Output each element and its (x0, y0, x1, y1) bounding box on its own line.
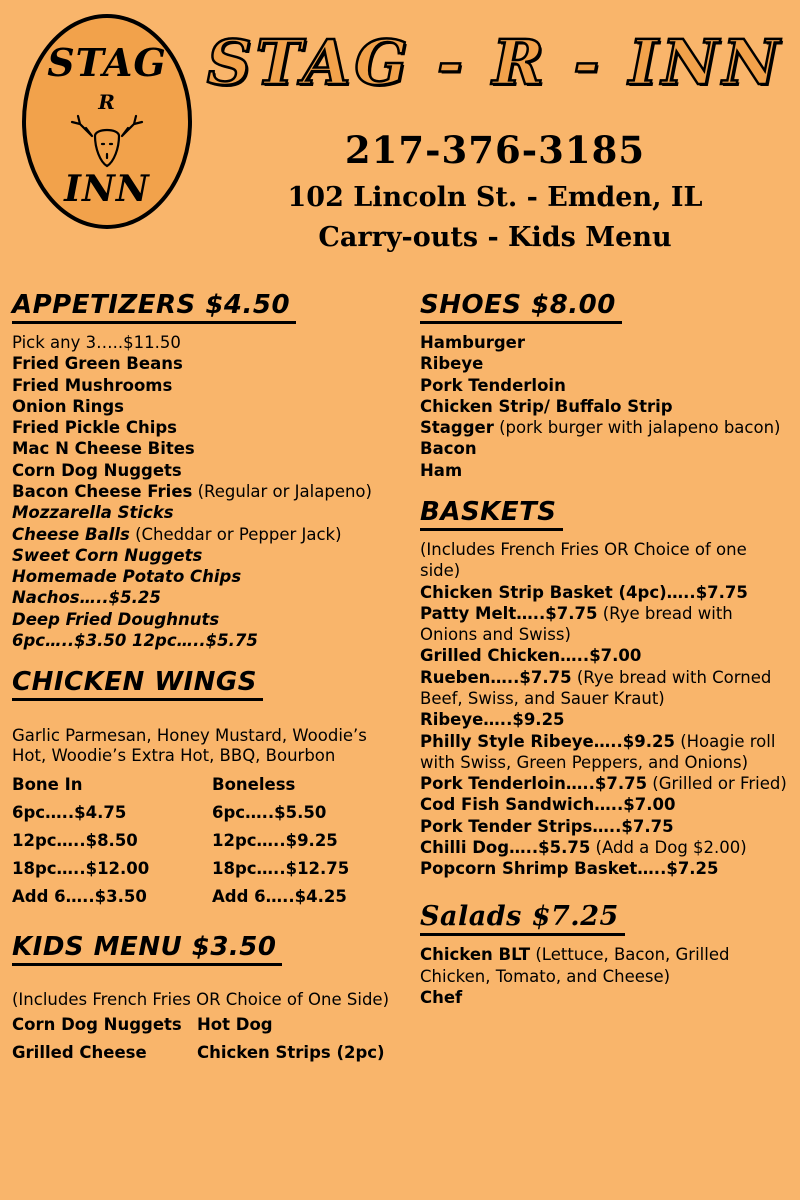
menu-item (12, 524, 396, 545)
menu-item-name: Grilled Chicken…..$7.00 (420, 646, 642, 666)
menu-item-name: Patty Melt…..$7.75 (420, 603, 598, 623)
menu-item (12, 566, 396, 587)
deer-head-icon (62, 114, 152, 172)
wings-price-bone-in: 6pc…..$4.75 (12, 802, 127, 822)
menu-item (420, 858, 788, 879)
wings-price-boneless: Add 6…..$4.25 (212, 886, 347, 906)
appetizers-list (12, 353, 396, 651)
menu-item-note: (Add a Dog $2.00) (590, 837, 747, 857)
wings-column-header-boneless: Boneless (212, 774, 296, 794)
kids-menu-item: Grilled Cheese (12, 1043, 147, 1063)
menu-item-name: Corn Dog Nuggets (12, 460, 182, 480)
menu-item (420, 709, 788, 730)
logo-inn-text: INN (64, 168, 150, 210)
section-title-baskets: BASKETS (420, 497, 563, 531)
restaurant-logo (22, 14, 192, 229)
menu-item (420, 417, 788, 438)
menu-item-name: Fried Green Beans (12, 354, 183, 374)
wings-price-bone-in: 18pc…..$12.00 (12, 858, 150, 878)
menu-item-name: Ribeye…..$9.25 (420, 710, 565, 730)
menu-item-name: Rueben…..$7.75 (420, 667, 572, 687)
kids-menu-item: Chicken Strips (2pc) (197, 1043, 385, 1063)
section-kids-menu (12, 932, 396, 1063)
menu-item-name: Stagger (420, 418, 494, 438)
menu-item-name: Onion Rings (12, 396, 124, 416)
menu-item-name: Pork Tenderloin (420, 375, 566, 395)
section-title-salads: Salads $7.25 (420, 901, 625, 936)
menu-item-name: Bacon (420, 439, 477, 459)
menu-item-name: Chicken Strip/ Buffalo Strip (420, 396, 673, 416)
menu-item (420, 773, 788, 794)
menu-item (12, 609, 396, 630)
menu-item (12, 481, 396, 502)
menu-item (420, 944, 788, 987)
menu-item-note: (Cheddar or Pepper Jack) (129, 524, 342, 544)
menu-item (420, 794, 788, 815)
menu-item (420, 460, 788, 481)
menu-item (420, 603, 788, 646)
shoes-list (420, 332, 788, 481)
menu-item-name: Chicken Strip Basket (4pc)…..$7.75 (420, 582, 748, 602)
section-title-shoes: SHOES $8.00 (420, 290, 622, 324)
page-title: STAG - R - INN (206, 26, 784, 99)
menu-item (420, 731, 788, 774)
menu-item-name: Deep Fried Doughnuts (12, 609, 220, 629)
menu-item-name: Fried Pickle Chips (12, 418, 177, 438)
menu-item-name: Hamburger (420, 333, 525, 352)
menu-item (420, 667, 788, 710)
menu-item (420, 816, 788, 837)
menu-item (420, 987, 788, 1008)
wings-price-bone-in: 12pc…..$8.50 (12, 830, 138, 850)
section-title-chicken-wings: CHICKEN WINGS (12, 667, 263, 701)
menu-item (12, 417, 396, 438)
wings-price-bone-in: Add 6…..$3.50 (12, 886, 147, 906)
menu-item (12, 375, 396, 396)
section-baskets (420, 497, 788, 880)
menu-item-name: Bacon Cheese Fries (12, 481, 193, 501)
menu-item (12, 545, 396, 566)
section-chicken-wings (12, 667, 396, 906)
address: 102 Lincoln St. - Emden, IL (287, 182, 703, 213)
menu-item (12, 460, 396, 481)
menu-item-name: 6pc…..$3.50 12pc…..$5.75 (12, 630, 258, 650)
menu-item-name: Pork Tenderloin…..$7.75 (420, 774, 648, 794)
menu-item-note: (Regular or Jalapeno) (192, 481, 372, 501)
kids-items-grid (12, 1015, 396, 1062)
menu-item-name: Philly Style Ribeye…..$9.25 (420, 731, 675, 751)
section-salads (420, 901, 788, 1008)
logo-stag-text: STAG (47, 40, 167, 85)
left-column (0, 290, 408, 1078)
menu-item (420, 396, 788, 417)
menu-item (420, 837, 788, 858)
menu-item (420, 645, 788, 666)
wings-price-boneless: 12pc…..$9.25 (212, 830, 338, 850)
wings-column-header-bone-in: Bone In (12, 774, 83, 794)
menu-item (420, 353, 788, 374)
menu-item-note: (Lettuce, Bacon, Grilled Chicken, Tomato, and Cheese) (420, 945, 730, 986)
menu-item-note: (Grilled or Fried) (647, 774, 787, 794)
menu-item-note: (Rye bread with Onions and Swiss) (420, 603, 733, 645)
menu-item-name: Pork Tender Strips…..$7.75 (420, 816, 674, 836)
carryouts-label: Carry-outs - Kids Menu (318, 222, 672, 253)
menu-item-name: Popcorn Shrimp Basket…..$7.25 (420, 859, 719, 879)
menu-item (420, 582, 788, 603)
menu-item-name: Homemade Potato Chips (12, 567, 242, 587)
menu-item (12, 396, 396, 417)
menu-item-name: Chilli Dog…..$5.75 (420, 837, 591, 857)
menu-item (12, 502, 396, 523)
menu-item (420, 332, 788, 353)
wings-price-boneless: 18pc…..$12.75 (212, 858, 350, 878)
section-appetizers (12, 290, 396, 651)
baskets-list (420, 582, 788, 880)
menu-item-name: Chef (420, 988, 463, 1008)
menu-item-name: Chicken BLT (420, 945, 531, 965)
menu-item-note: (Rye bread with Corned Beef, Swiss, and Sauer Kraut) (420, 667, 772, 708)
menu-item (12, 630, 396, 651)
menu-item (12, 353, 396, 374)
menu-header (0, 0, 800, 272)
appetizers-note: Pick any 3…..$11.50 (12, 333, 181, 352)
menu-item-name: Fried Mushrooms (12, 375, 173, 395)
wings-price-grid (12, 775, 396, 906)
section-title-kids-menu: KIDS MENU $3.50 (12, 932, 282, 966)
menu-item-name: Mozzarella Sticks (12, 503, 174, 523)
menu-item-name: Cod Fish Sandwich…..$7.00 (420, 795, 676, 815)
menu-item-name: Nachos…..$5.25 (12, 588, 161, 608)
menu-item (12, 438, 396, 459)
menu-item-name: Ribeye (420, 354, 484, 374)
menu-item-name: Ham (420, 460, 463, 480)
kids-note: (Includes French Fries OR Choice of One Side) (12, 990, 390, 1010)
menu-item-name: Sweet Corn Nuggets (12, 545, 203, 565)
menu-item (420, 438, 788, 459)
menu-item (12, 587, 396, 608)
salads-list (420, 944, 788, 1008)
kids-menu-item: Corn Dog Nuggets (12, 1015, 182, 1035)
wings-price-boneless: 6pc…..$5.50 (212, 802, 327, 822)
phone-number: 217-376-3185 (344, 128, 646, 172)
menu-item-note: (Hoagie roll with Swiss, Green Peppers, and Onions) (420, 731, 776, 772)
menu-item-name: Mac N Cheese Bites (12, 439, 195, 459)
menu-item-name: Cheese Balls (12, 524, 130, 544)
menu-item-note: (pork burger with jalapeno bacon) (493, 418, 781, 438)
wings-flavors: Garlic Parmesan, Honey Mustard, Woodie’s Hot, Woodie’s Extra Hot, BBQ, Bourbon (12, 725, 367, 766)
baskets-note: (Includes French Fries OR Choice of one side) (420, 539, 747, 581)
kids-menu-item: Hot Dog (197, 1015, 273, 1035)
section-shoes (420, 290, 788, 481)
menu-columns (0, 290, 800, 1078)
section-title-appetizers: APPETIZERS $4.50 (12, 290, 296, 324)
right-column (408, 290, 800, 1078)
logo-r-text: R (98, 90, 116, 114)
menu-item (420, 375, 788, 396)
